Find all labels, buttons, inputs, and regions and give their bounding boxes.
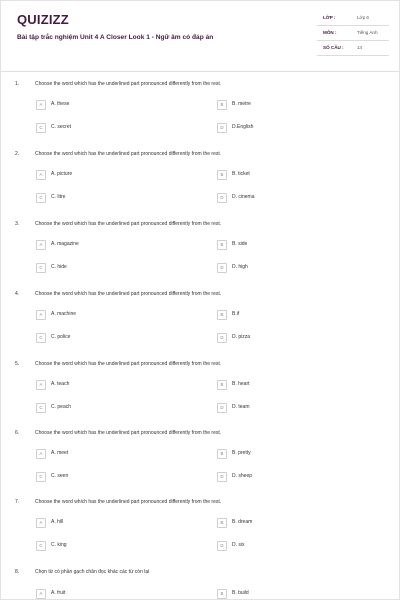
option-letter-box: D <box>217 472 227 482</box>
option-text: C. police <box>51 334 71 340</box>
option-letter-box: B <box>217 240 227 250</box>
option-letter-box: C <box>36 541 46 551</box>
option-text: A. teach <box>51 381 70 387</box>
option-letter-box: C <box>36 263 46 273</box>
meta-row-grade <box>317 11 389 26</box>
question-7 <box>1 499 400 569</box>
option-letter-box: D <box>217 263 227 273</box>
question-4 <box>1 291 400 361</box>
option-letter-box: C <box>36 472 46 482</box>
meta-value: Tiếng Anh <box>357 30 378 35</box>
option-text: D. cinema <box>232 194 255 200</box>
option-letter-box: A <box>36 380 46 390</box>
question-number: 6. <box>15 430 20 436</box>
meta-label: MÔN : <box>323 30 337 35</box>
meta-value: 14 <box>357 45 363 50</box>
option-letter-box: B <box>217 310 227 320</box>
question-text: Chọn từ có phần gạch chân đọc khác các từ còn lại <box>35 569 150 575</box>
option-text: A. hill <box>51 519 64 525</box>
option-letter-box: D <box>217 541 227 551</box>
option-letter-box: C <box>36 193 46 203</box>
question-number: 2. <box>15 151 20 157</box>
option-text: B. side <box>232 241 248 247</box>
question-3 <box>1 221 400 291</box>
question-2 <box>1 151 400 221</box>
option-text: A. picture <box>51 171 73 177</box>
question-number: 5. <box>15 361 20 367</box>
option-text: C. king <box>51 542 67 548</box>
option-text: A. machine <box>51 311 77 317</box>
option-text: D. six <box>232 542 245 548</box>
option-letter-box: B <box>217 589 227 599</box>
meta-label: LỚP : <box>323 15 336 20</box>
question-text: Choose the word which has the underlined part pronounced differently from the rest. <box>35 291 222 297</box>
option-text: A. fruit <box>51 590 66 596</box>
option-text: B. heart <box>232 381 250 387</box>
worksheet-meta <box>317 11 389 56</box>
option-text: B. ticket <box>232 171 250 177</box>
option-letter-box: B <box>217 380 227 390</box>
option-text: C. peach <box>51 404 72 410</box>
question-5 <box>1 361 400 431</box>
meta-row-subject <box>317 26 389 41</box>
question-number: 7. <box>15 499 20 505</box>
option-text: B. metre <box>232 101 251 107</box>
option-letter-box: D <box>217 193 227 203</box>
question-text: Choose the word which has the underlined part pronounced differently from the rest. <box>35 499 222 505</box>
option-text: C. secret <box>51 124 72 130</box>
question-1 <box>1 81 400 151</box>
option-letter-box: D <box>217 333 227 343</box>
question-6 <box>1 430 400 500</box>
question-number: 8. <box>15 569 20 575</box>
question-text: Choose the word which has the underlined part pronounced differently from the rest. <box>35 81 222 87</box>
option-letter-box: A <box>36 100 46 110</box>
question-8 <box>1 569 400 600</box>
option-letter-box: A <box>36 170 46 180</box>
option-text: B. dream <box>232 519 253 525</box>
option-text: B.if <box>232 311 240 317</box>
option-text: A. these <box>51 101 70 107</box>
option-text: C. seen <box>51 473 69 479</box>
option-letter-box: A <box>36 449 46 459</box>
option-letter-box: A <box>36 589 46 599</box>
meta-row-count <box>317 41 389 56</box>
option-text: D. pizza <box>232 334 251 340</box>
question-number: 3. <box>15 221 20 227</box>
option-text: D.English <box>232 124 254 130</box>
option-letter-box: C <box>36 333 46 343</box>
option-letter-box: C <box>36 403 46 413</box>
option-letter-box: A <box>36 518 46 528</box>
question-number: 4. <box>15 291 20 297</box>
header-divider <box>1 71 400 72</box>
quizizz-logo[interactable]: QUIZIZZ <box>17 12 69 27</box>
option-letter-box: B <box>217 449 227 459</box>
question-text: Choose the word which has the underlined part pronounced differently from the rest. <box>35 221 222 227</box>
option-text: C. litre <box>51 194 66 200</box>
option-text: D. sheep <box>232 473 253 479</box>
option-letter-box: C <box>36 123 46 133</box>
option-letter-box: D <box>217 123 227 133</box>
question-text: Choose the word which has the underlined part pronounced differently from the rest. <box>35 430 222 436</box>
option-text: B. pretty <box>232 450 251 456</box>
option-text: D. team <box>232 404 250 410</box>
option-text: D. high <box>232 264 248 270</box>
question-text: Choose the word which has the underlined part pronounced differently from the rest. <box>35 151 222 157</box>
option-text: B. build <box>232 590 249 596</box>
option-text: C. hide <box>51 264 67 270</box>
worksheet-title: Bài tập trắc nghiệm Unit 4 A Closer Look 1 - Ngữ âm có đáp án <box>17 34 214 41</box>
meta-value: Lớp 6 <box>357 15 369 20</box>
option-letter-box: B <box>217 170 227 180</box>
option-letter-box: A <box>36 310 46 320</box>
meta-label: SỐ CÂU : <box>323 45 344 50</box>
option-letter-box: B <box>217 100 227 110</box>
option-text: A. meet <box>51 450 69 456</box>
option-text: A. magazine <box>51 241 79 247</box>
option-letter-box: D <box>217 403 227 413</box>
question-text: Choose the word which has the underlined part pronounced differently from the rest. <box>35 361 222 367</box>
option-letter-box: B <box>217 518 227 528</box>
question-number: 1. <box>15 81 20 87</box>
option-letter-box: A <box>36 240 46 250</box>
worksheet-header <box>1 1 400 73</box>
